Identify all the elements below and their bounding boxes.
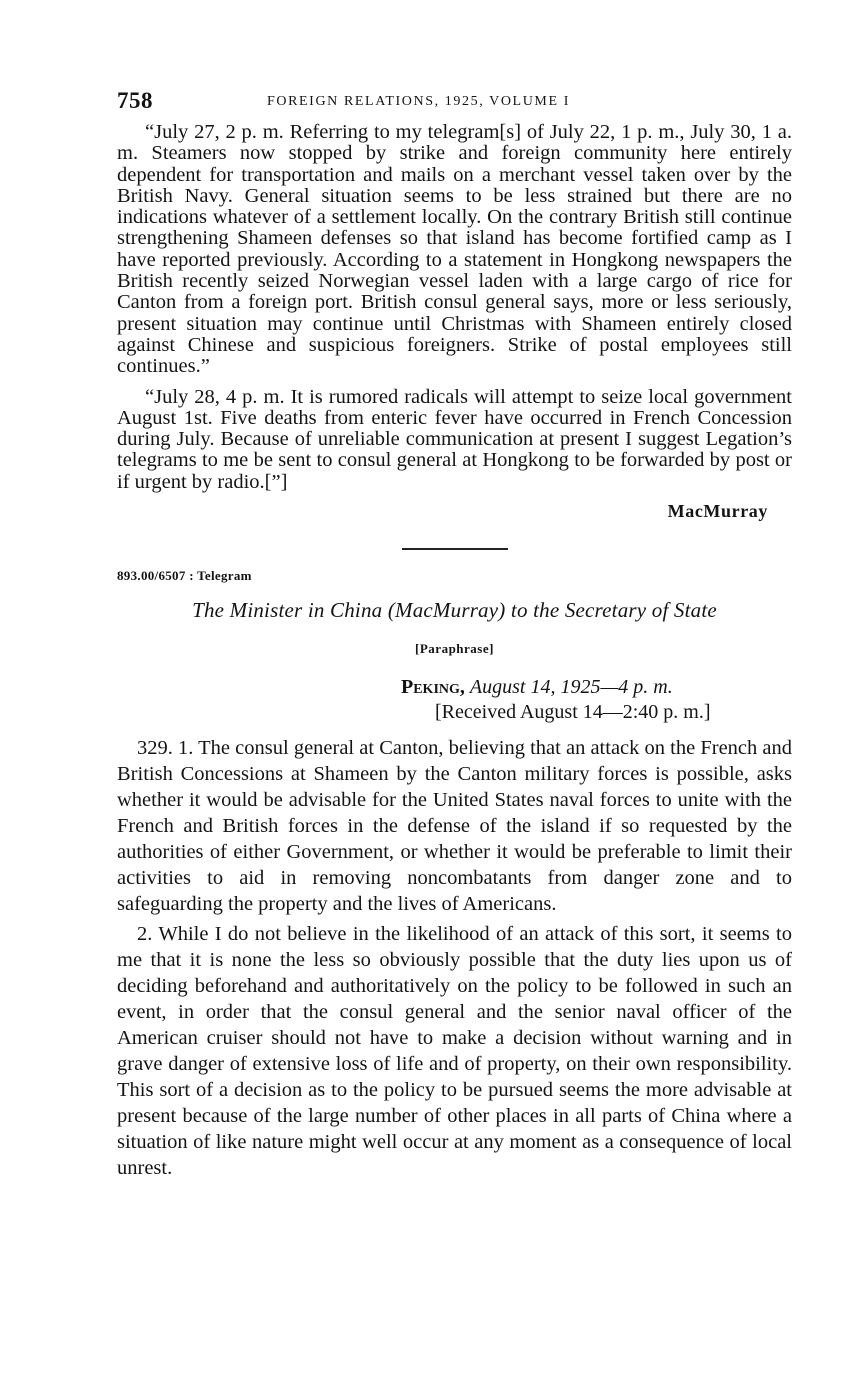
running-head: FOREIGN RELATIONS, 1925, VOLUME I [267, 94, 570, 109]
signature: MacMurray [667, 501, 768, 522]
document-body [117, 735, 792, 1181]
telegram-quote-july-27: “July 27, 2 p. m. Referring to my telegram[s] of July 22, 1 p. m., July 30, 1 a. m. Steamers now stopped by strike and foreign community here entirely dependent for transportation and mails on a merchant vessel taken over by the British Navy. General situation seems to be less strained but there are no indications whatever of a settlement locally. On the contrary British still continue strengthening Shameen defenses so that island has become fortified camp as I have reported previously. According to a statement in Hongkong newspapers the British recently seized Norwegian vessel laden with a large cargo of rice for Canton from a foreign port. British consul general says, more or less seriously, present situation may continue until Christmas with Shameen entirely closed against Chinese and suspicious foreigners. Strike of postal employees still continues.” [117, 121, 792, 378]
dateline-place: Peking, [401, 676, 465, 699]
page-header [117, 88, 792, 122]
dateline-date: August 14, 1925—4 p. m. [469, 676, 673, 699]
section-divider [402, 548, 508, 550]
dateline [117, 675, 792, 699]
quoted-telegrams [117, 122, 792, 493]
received-line: [Received August 14—2:40 p. m.] [435, 701, 711, 724]
telegram-quote-july-28: “July 28, 4 p. m. It is rumored radicals will attempt to seize local government August 1st. Five deaths from enteric fever have occurred in French Concession during July. Because of unreliable communication at present I suggest Legation’s telegrams to me be sent to consul general at Hongkong to be forwarded by post or if urgent by radio.[”] [117, 385, 792, 493]
document-page [117, 88, 792, 1181]
paraphrase-label: [Paraphrase] [415, 641, 494, 657]
document-title: The Minister in China (MacMurray) to the Secretary of State [192, 598, 717, 623]
page-number: 758 [117, 88, 153, 113]
body-paragraph-1: 329. 1. The consul general at Canton, believing that an attack on the French and British Concessions at Shameen by the Canton military forces is possible, asks whether it would be advisable for the United States naval forces to unite with the French and British forces in the defense of the island if so requested by the authorities of either Government, or whether it would be preferable to limit their activities to aid in removing noncombatants from danger zone and to safeguarding the property and the lives of Americans. [117, 737, 792, 916]
body-paragraph-2: 2. While I do not believe in the likelihood of an attack of this sort, it seems to me that it is none the less so obviously possible that the duty lies upon us of deciding beforehand and authoritatively on the policy to be followed in such an event, in order that the consul general and the senior naval officer of the American cruiser should not have to make a decision without warning and in grave danger of extensive loss of life and of property, on their own responsibility. This sort of a decision as to the policy to be pursued seems the more advisable at present because of the large number of other places in all parts of China where a situation of like nature might well occur at any moment as a consequence of local unrest. [117, 923, 792, 1180]
file-reference: 893.00/6507 : Telegram [117, 568, 252, 584]
